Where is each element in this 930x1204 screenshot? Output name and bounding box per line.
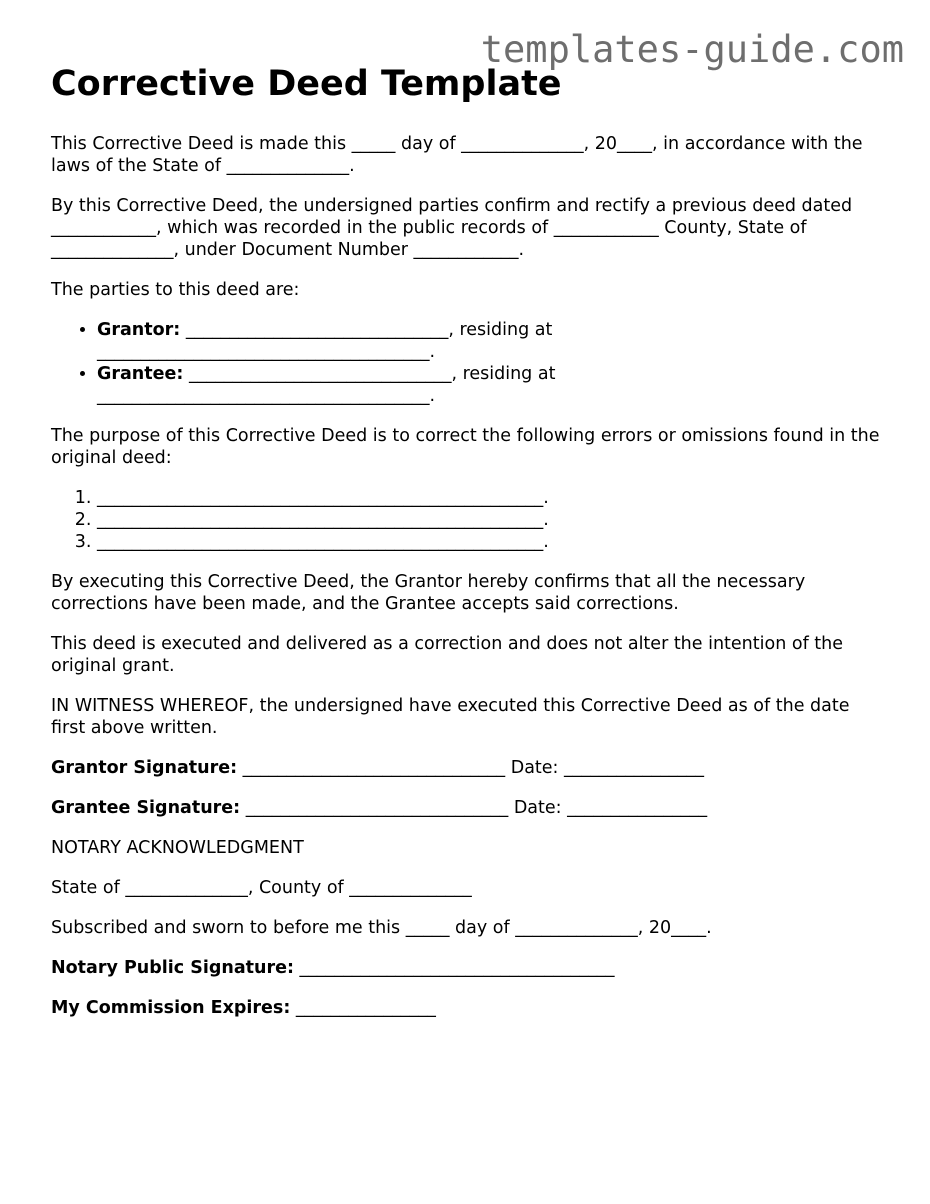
commission-expires-label: My Commission Expires:	[51, 998, 291, 1018]
delivered-paragraph: This deed is executed and delivered as a correction and does not alter the intention of the original grant.	[51, 634, 844, 676]
error-item: 2. ___________________________________________________.	[97, 509, 886, 531]
executing-paragraph: By executing this Corrective Deed, the Grantor hereby confirms that all the necessary corrections have been made, and the Grantee accepts said corrections.	[51, 572, 806, 614]
commission-expires-line	[51, 997, 886, 1019]
document-title: Corrective Deed Template	[51, 64, 562, 104]
notary-heading: NOTARY ACKNOWLEDGMENT	[51, 838, 304, 858]
error-item: 3. ___________________________________________________.	[97, 531, 886, 553]
errors-list	[51, 487, 886, 553]
witness-paragraph: IN WITNESS WHEREOF, the undersigned have executed this Corrective Deed as of the date first above written.	[51, 696, 850, 738]
grantee-signature-blank: ______________________________ Date: ________________	[240, 798, 708, 818]
grantor-signature-blank: ______________________________ Date: ________________	[237, 758, 705, 778]
state-county-line: State of ______________, County of ______________	[51, 878, 472, 898]
party-item-grantor	[97, 319, 886, 363]
confirm-paragraph: By this Corrective Deed, the undersigned parties confirm and rectify a previous deed dated ____________, which was recorded in the public records of ____________ County, State of ______________, under Document Number ____________.	[51, 196, 853, 260]
notary-signature-line	[51, 957, 886, 979]
error-item: 1. ___________________________________________________.	[97, 487, 886, 509]
watermark: templates-guide.com	[480, 28, 904, 71]
notary-signature-blank: ____________________________________	[293, 958, 615, 978]
party-text: ______________________________, residing at ______________________________________.	[97, 364, 556, 406]
notary-signature-label: Notary Public Signature:	[51, 958, 294, 978]
party-label: Grantor:	[97, 320, 181, 340]
commission-expires-blank: ________________	[290, 998, 436, 1018]
subscribed-line: Subscribed and sworn to before me this _____ day of ______________, 20____.	[51, 918, 712, 938]
grantor-signature-label: Grantor Signature:	[51, 758, 238, 778]
party-item-grantee	[97, 363, 886, 407]
grantee-signature-line	[51, 797, 886, 819]
intro-paragraph: This Corrective Deed is made this _____ day of ______________, 20____, in accordance with the laws of the State of ______________.	[51, 134, 863, 176]
purpose-paragraph: The purpose of this Corrective Deed is to correct the following errors or omissions found in the original deed:	[51, 426, 880, 468]
party-text: ______________________________, residing at ______________________________________.	[97, 320, 553, 362]
document-body	[51, 133, 886, 1037]
parties-list	[51, 319, 886, 407]
grantor-signature-line	[51, 757, 886, 779]
parties-paragraph: The parties to this deed are:	[51, 280, 300, 300]
party-label: Grantee:	[97, 364, 184, 384]
grantee-signature-label: Grantee Signature:	[51, 798, 241, 818]
